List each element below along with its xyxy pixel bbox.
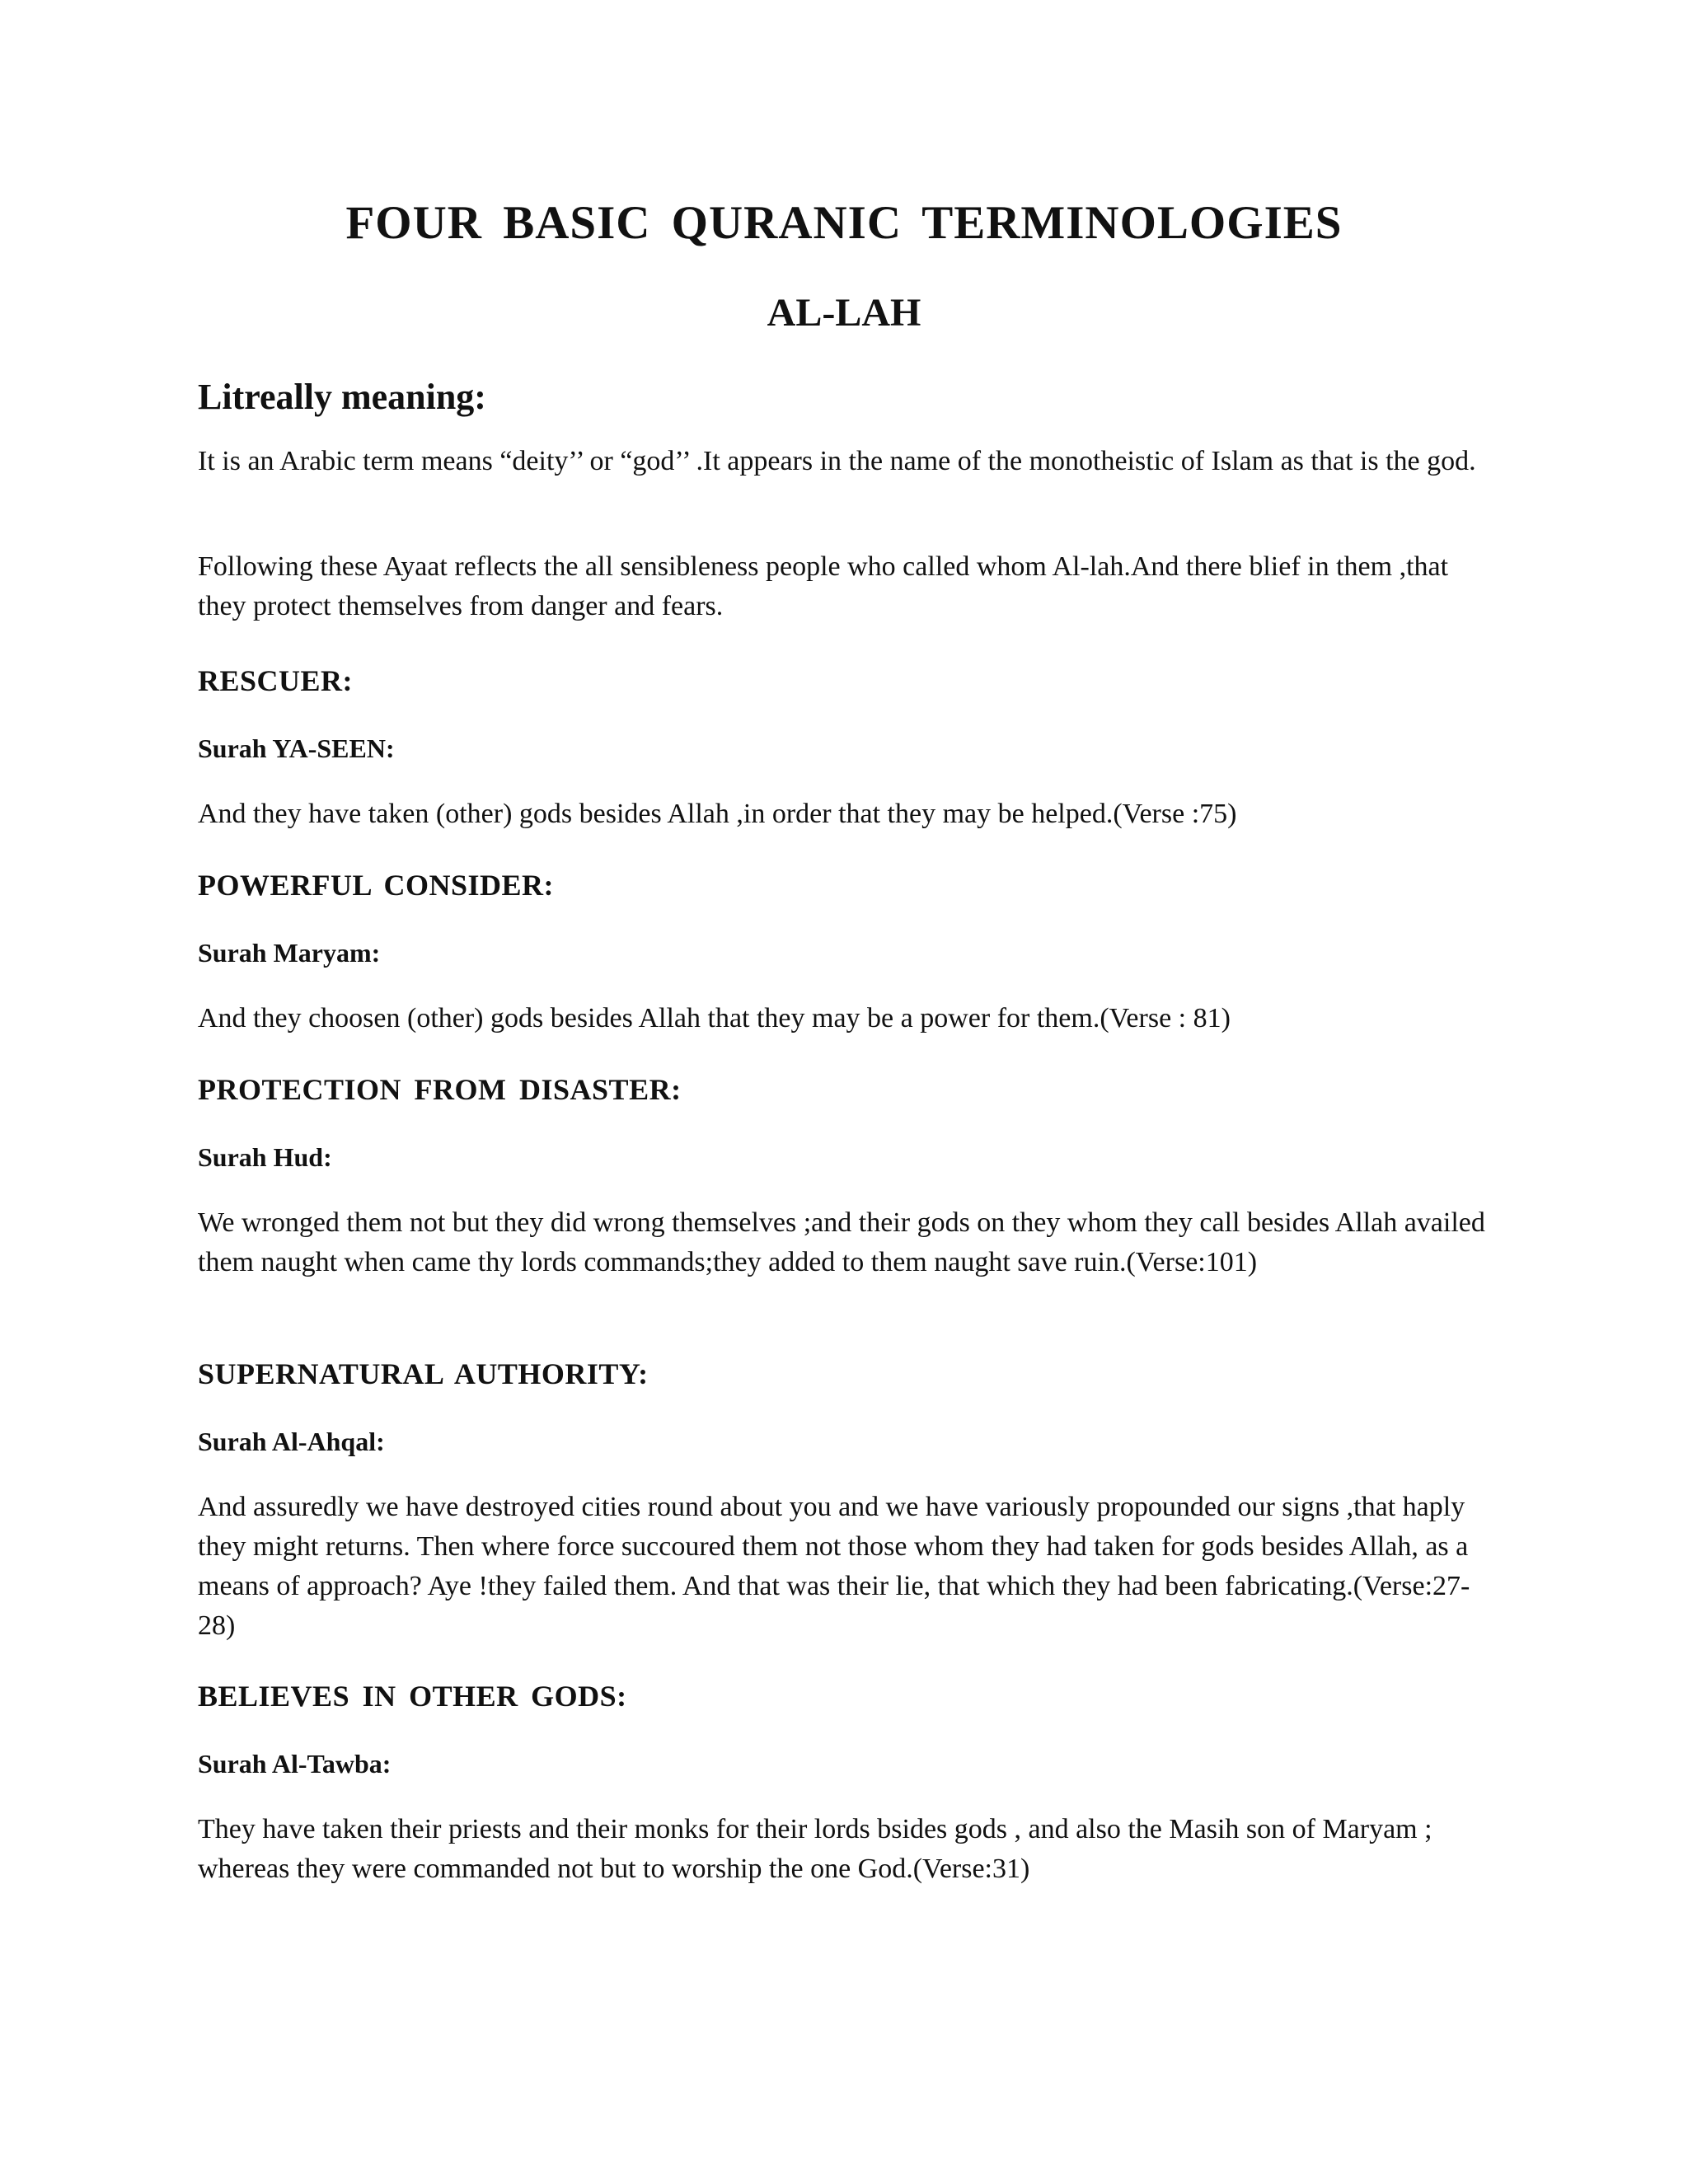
section-text-protection-from-disaster: We wronged them not but they did wrong themselves ;and their gods on they whom they call besides Allah availed them naught when came thy lords commands;they added to them naught save ruin.(Verse:101) <box>198 1207 1485 1277</box>
section-text-believes-in-other-gods: They have taken their priests and their monks for their lords bsides gods , and also the Masih son of Maryam ; whereas they were commanded not but to worship the one God.(Verse:31) <box>198 1814 1432 1884</box>
meaning-heading: Litreally meaning: <box>198 377 486 417</box>
section-heading-protection-from-disaster: PROTECTION FROM DISASTER: <box>198 1073 682 1106</box>
section-heading-supernatural-authority: SUPERNATURAL AUTHORITY: <box>198 1357 649 1390</box>
section-text-powerful-consider: And they choosen (other) gods besides Allah that they may be a power for them.(Verse : 81) <box>198 1003 1231 1033</box>
intro-paragraph-1: It is an Arabic term means “deity’’ or “god’’ .It appears in the name of the monotheistic of Islam as that is the god. <box>198 446 1476 476</box>
section-heading-believes-in-other-gods: BELIEVES IN OTHER GODS: <box>198 1680 627 1713</box>
document-title: FOUR BASIC QURANIC TERMINOLOGIES <box>345 197 1343 249</box>
section-text-rescuer: And they have taken (other) gods besides Allah ,in order that they may be helped.(Verse :75) <box>198 799 1237 829</box>
section-heading-powerful-consider: POWERFUL CONSIDER: <box>198 869 555 902</box>
document-subtitle: AL-LAH <box>767 291 921 335</box>
surah-heading-ya-seen: Surah YA-SEEN: <box>198 733 395 763</box>
section-text-supernatural-authority: And assuredly we have destroyed cities round about you and we have variously propounded our signs ,that haply they might returns. Then where force succoured them not those whom they had taken for gods besides Allah, as a means of approach? Aye !they failed them. And that was their lie, that which they had been fabricating.(Verse:27-28) <box>198 1492 1470 1641</box>
surah-heading-al-ahqal: Surah Al-Ahqal: <box>198 1427 385 1456</box>
surah-heading-maryam: Surah Maryam: <box>198 938 381 968</box>
surah-heading-hud: Surah Hud: <box>198 1142 332 1172</box>
intro-paragraph-2: Following these Ayaat reflects the all sensibleness people who called whom Al-lah.And there blief in them ,that they protect themselves from danger and fears. <box>198 551 1449 621</box>
section-heading-rescuer: RESCUER: <box>198 664 354 697</box>
surah-heading-al-tawba: Surah Al-Tawba: <box>198 1749 392 1779</box>
